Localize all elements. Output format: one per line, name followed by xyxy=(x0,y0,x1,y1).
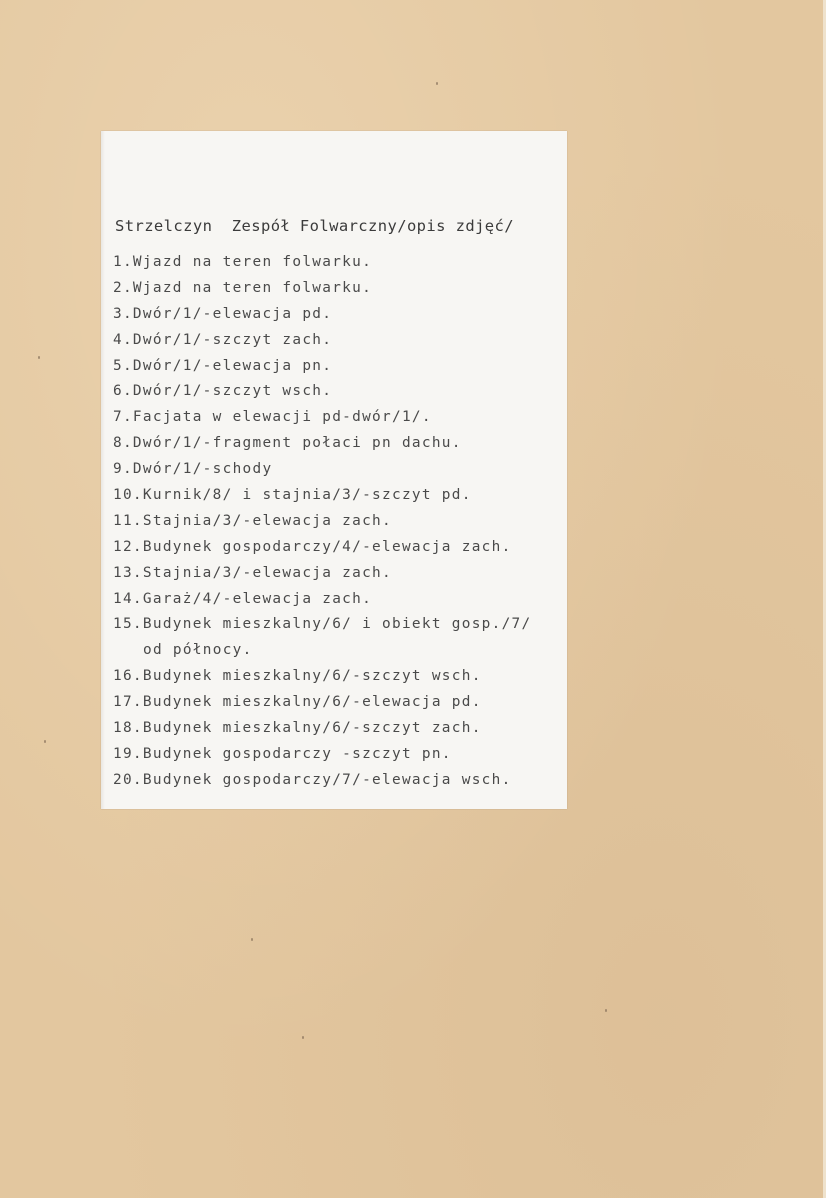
board-speck xyxy=(436,82,438,85)
list-item-text: 8.Dwór/1/-fragment połaci pn dachu. xyxy=(113,435,462,452)
list-item-continuation: od północy. xyxy=(143,642,253,659)
board-speck xyxy=(302,1036,304,1039)
photo-description-list xyxy=(113,250,531,794)
list-item xyxy=(113,328,531,354)
list-item-text: 4.Dwór/1/-szczyt zach. xyxy=(113,331,333,348)
list-item-text: 14.Garaż/4/-elewacja zach. xyxy=(113,590,373,607)
list-item-text: 6.Dwór/1/-szczyt wsch. xyxy=(113,383,333,400)
list-item xyxy=(113,587,531,613)
list-item-text: 11.Stajnia/3/-elewacja zach. xyxy=(113,512,392,529)
board-speck xyxy=(44,740,46,743)
list-item xyxy=(113,276,531,302)
list-item-text: 1.Wjazd na teren folwarku. xyxy=(113,254,373,270)
list-item-text: 19.Budynek gospodarczy -szczyt pn. xyxy=(113,745,452,762)
list-item xyxy=(113,768,531,794)
list-item-text: 9.Dwór/1/-schody xyxy=(113,461,273,478)
list-item xyxy=(113,431,531,457)
list-item xyxy=(113,612,531,664)
list-item-text: 13.Stajnia/3/-elewacja zach. xyxy=(113,564,392,581)
list-item xyxy=(113,250,531,276)
list-item xyxy=(113,561,531,587)
board-speck xyxy=(38,356,40,359)
list-item-text: 20.Budynek gospodarczy/7/-elewacja wsch. xyxy=(113,771,512,788)
list-item xyxy=(113,405,531,431)
list-item-text: 12.Budynek gospodarczy/4/-elewacja zach. xyxy=(113,538,512,555)
list-item-text: 18.Budynek mieszkalny/6/-szczyt zach. xyxy=(113,720,482,737)
list-item xyxy=(113,354,531,380)
list-item xyxy=(113,690,531,716)
list-item xyxy=(113,457,531,483)
list-item-text: 17.Budynek mieszkalny/6/-elewacja pd. xyxy=(113,694,482,711)
list-item xyxy=(113,664,531,690)
list-item-text: 16.Budynek mieszkalny/6/-szczyt wsch. xyxy=(113,668,482,685)
list-item xyxy=(113,302,531,328)
card-edge xyxy=(101,131,105,809)
document-title: Strzelczyn Zespół Folwarczny/opis zdjęć/ xyxy=(115,217,515,235)
list-item xyxy=(113,509,531,535)
board-speck xyxy=(605,1009,607,1012)
list-item-text: 2.Wjazd na teren folwarku. xyxy=(113,279,373,296)
list-item xyxy=(113,742,531,768)
list-item-text: 3.Dwór/1/-elewacja pd. xyxy=(113,305,333,322)
typed-card xyxy=(101,131,567,809)
board-speck xyxy=(251,938,253,941)
list-item-text: 15.Budynek mieszkalny/6/ i obiekt gosp./7/ xyxy=(113,616,532,633)
list-item xyxy=(113,379,531,405)
list-item-text: 5.Dwór/1/-elewacja pn. xyxy=(113,357,333,374)
list-item xyxy=(113,535,531,561)
list-item xyxy=(113,483,531,509)
list-item-text: 10.Kurnik/8/ i stajnia/3/-szczyt pd. xyxy=(113,487,472,504)
list-item xyxy=(113,716,531,742)
list-item-text: 7.Facjata w elewacji pd-dwór/1/. xyxy=(113,409,432,426)
